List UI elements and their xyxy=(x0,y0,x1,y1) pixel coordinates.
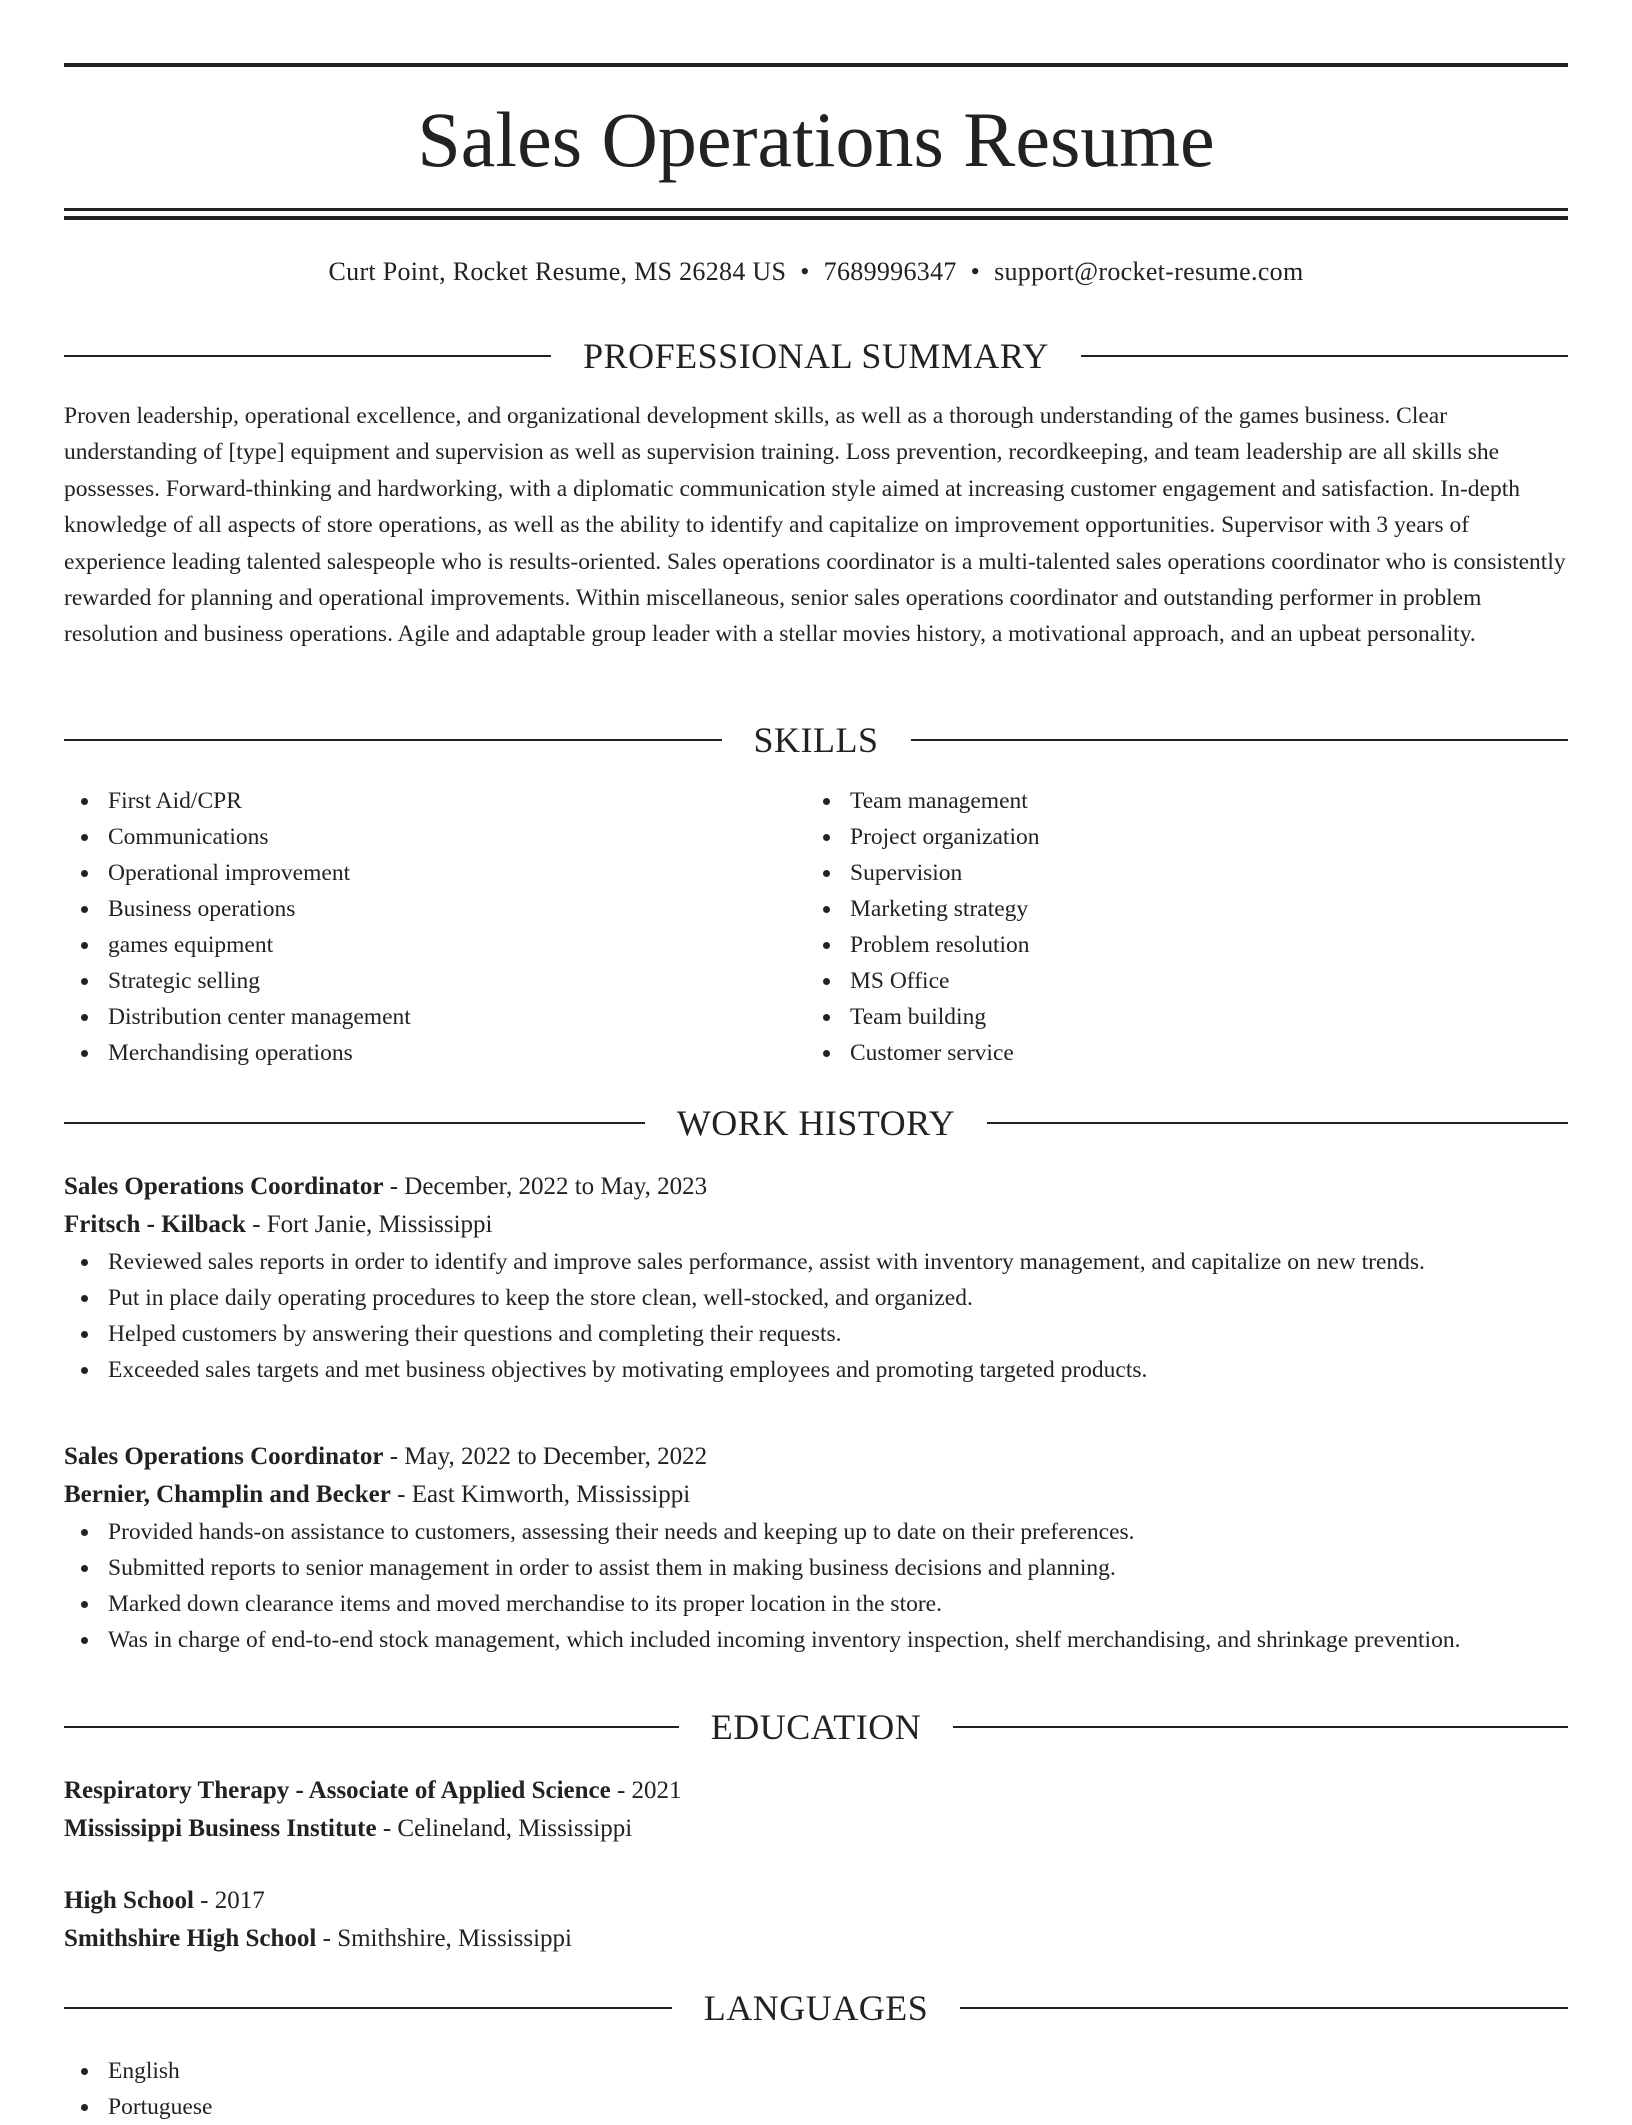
job-duties-list xyxy=(64,1244,1568,1388)
skill-item: Team management xyxy=(850,783,1506,819)
skill-item: Business operations xyxy=(108,891,764,927)
skill-item: Distribution center management xyxy=(108,999,764,1035)
skill-item: Problem resolution xyxy=(850,927,1506,963)
contact-email[interactable]: support@rocket-resume.com xyxy=(994,257,1304,286)
job-company: Fritsch - Kilback xyxy=(64,1211,246,1238)
job-duty-item: Reviewed sales reports in order to identify and improve sales performance, assist with inventory management, and capitalize on new trends. xyxy=(108,1244,1568,1280)
job-company: Bernier, Champlin and Becker xyxy=(64,1481,391,1508)
skill-item: Merchandising operations xyxy=(108,1035,764,1071)
title-rule-lower xyxy=(64,216,1568,220)
job-location: - Fort Janie, Mississippi xyxy=(245,1211,493,1238)
education-school-line xyxy=(64,1920,1568,1958)
heading-rule-right xyxy=(911,739,1569,741)
job-location: - East Kimworth, Mississippi xyxy=(390,1481,691,1508)
education-heading-label: EDUCATION xyxy=(710,1707,922,1747)
languages-section xyxy=(64,2053,1568,2125)
education-heading xyxy=(64,1705,1568,1749)
job-duty-item: Exceeded sales targets and met business objectives by motivating employees and promoting targeted products. xyxy=(108,1352,1568,1388)
language-item: Portuguese xyxy=(108,2089,1568,2125)
skill-item: First Aid/CPR xyxy=(108,783,764,819)
skills-heading-label: SKILLS xyxy=(753,720,879,760)
job-duty-item: Helped customers by answering their questions and completing their requests. xyxy=(108,1316,1568,1352)
job-duty-item: Put in place daily operating procedures to keep the store clean, well-stocked, and organized. xyxy=(108,1280,1568,1316)
education-entry xyxy=(64,1882,1568,1958)
skill-item: Marketing strategy xyxy=(850,891,1506,927)
title-rule-upper xyxy=(64,208,1568,211)
skill-item: Operational improvement xyxy=(108,855,764,891)
job-dates: - December, 2022 to May, 2023 xyxy=(383,1173,708,1200)
summary-heading-label: PROFESSIONAL SUMMARY xyxy=(583,336,1049,376)
job-duties-list xyxy=(64,1514,1568,1658)
job-company-line xyxy=(64,1476,1568,1514)
skill-item: Communications xyxy=(108,819,764,855)
languages-heading xyxy=(64,1986,1568,2030)
education-location: - Smithshire, Mississippi xyxy=(316,1925,572,1952)
languages-heading-label: LANGUAGES xyxy=(703,1988,929,2028)
work-history-heading-label: WORK HISTORY xyxy=(676,1103,956,1143)
job-dates: - May, 2022 to December, 2022 xyxy=(383,1443,708,1470)
heading-rule-left xyxy=(64,1726,679,1728)
heading-rule-right xyxy=(960,2007,1568,2009)
heading-rule-left xyxy=(64,2007,672,2009)
heading-rule-right xyxy=(953,1726,1568,1728)
education-location: - Celineland, Mississippi xyxy=(376,1815,633,1842)
skill-item: Team building xyxy=(850,999,1506,1035)
job-title-line xyxy=(64,1168,1568,1206)
skill-item: Strategic selling xyxy=(108,963,764,999)
job-role: Sales Operations Coordinator xyxy=(64,1443,384,1470)
education-school-line xyxy=(64,1810,1568,1848)
top-rule xyxy=(64,63,1568,67)
heading-rule-right xyxy=(987,1122,1568,1124)
education-degree: Respiratory Therapy - Associate of Applied Science xyxy=(64,1777,611,1804)
education-degree-line xyxy=(64,1772,1568,1810)
skill-item: games equipment xyxy=(108,927,764,963)
job-role: Sales Operations Coordinator xyxy=(64,1173,384,1200)
contact-separator: • xyxy=(800,257,810,286)
education-degree-line xyxy=(64,1882,1568,1920)
heading-rule-left xyxy=(64,355,551,357)
education-entry xyxy=(64,1772,1568,1848)
contact-address: Curt Point, Rocket Resume, MS 26284 US xyxy=(328,257,787,286)
contact-separator: • xyxy=(970,257,981,286)
education-school: Mississippi Business Institute xyxy=(64,1815,377,1842)
heading-rule-left xyxy=(64,1122,645,1124)
skill-item: MS Office xyxy=(850,963,1506,999)
skills-column-right xyxy=(806,783,1506,1071)
skills-column-left xyxy=(64,783,764,1071)
job-title-line xyxy=(64,1438,1568,1476)
resume-title: Sales Operations Resume xyxy=(417,96,1215,183)
work-history-heading xyxy=(64,1101,1568,1145)
languages-list xyxy=(64,2053,1568,2125)
skill-item: Supervision xyxy=(850,855,1506,891)
education-degree: High School xyxy=(64,1887,194,1914)
job-company-line xyxy=(64,1206,1568,1244)
education-year: - 2017 xyxy=(193,1887,265,1914)
contact-info xyxy=(64,252,1568,292)
summary-heading xyxy=(64,334,1568,378)
heading-rule-right xyxy=(1081,355,1568,357)
education-school: Smithshire High School xyxy=(64,1925,317,1952)
job-duty-item: Was in charge of end-to-end stock management, which included incoming inventory inspection, shelf merchandising, and shrinkage prevention. xyxy=(108,1622,1568,1658)
skills-heading xyxy=(64,718,1568,762)
job-entry xyxy=(64,1168,1568,1388)
skill-item: Project organization xyxy=(850,819,1506,855)
job-duty-item: Marked down clearance items and moved merchandise to its proper location in the store. xyxy=(108,1586,1568,1622)
summary-text: Proven leadership, operational excellence, and organizational development skills, as well as a thorough understanding of the games business. Clear understanding of [type] equipment and supervision as well as supervision training. Loss prevention, recordkeeping, and team leadership are all skills she possesses. Forward-thinking and hardworking, with a diplomatic communication style aimed at increasing customer engagement and satisfaction. In-depth knowledge of all aspects of store operations, as well as the ability to identify and capitalize on improvement opportunities. Supervisor with 3 years of experience leading talented salespeople who is results-oriented. Sales operations coordinator is a multi-talented sales operations coordinator who is consistently rewarded for planning and operational improvements. Within miscellaneous, senior sales operations coordinator and outstanding performer in problem resolution and business operations. Agile and adaptable group leader with a stellar movies history, a motivational approach, and an upbeat personality. xyxy=(64,403,1566,648)
heading-rule-left xyxy=(64,739,722,741)
skill-item: Customer service xyxy=(850,1035,1506,1071)
job-entry xyxy=(64,1438,1568,1658)
skills-list-left xyxy=(64,783,764,1071)
education-year: - 2021 xyxy=(610,1777,682,1804)
job-duty-item: Provided hands-on assistance to customers, assessing their needs and keeping up to date on their preferences. xyxy=(108,1514,1568,1550)
skills-list-right xyxy=(806,783,1506,1071)
contact-phone: 7689996347 xyxy=(823,257,957,286)
job-duty-item: Submitted reports to senior management in order to assist them in making business decisions and planning. xyxy=(108,1550,1568,1586)
language-item: English xyxy=(108,2053,1568,2089)
